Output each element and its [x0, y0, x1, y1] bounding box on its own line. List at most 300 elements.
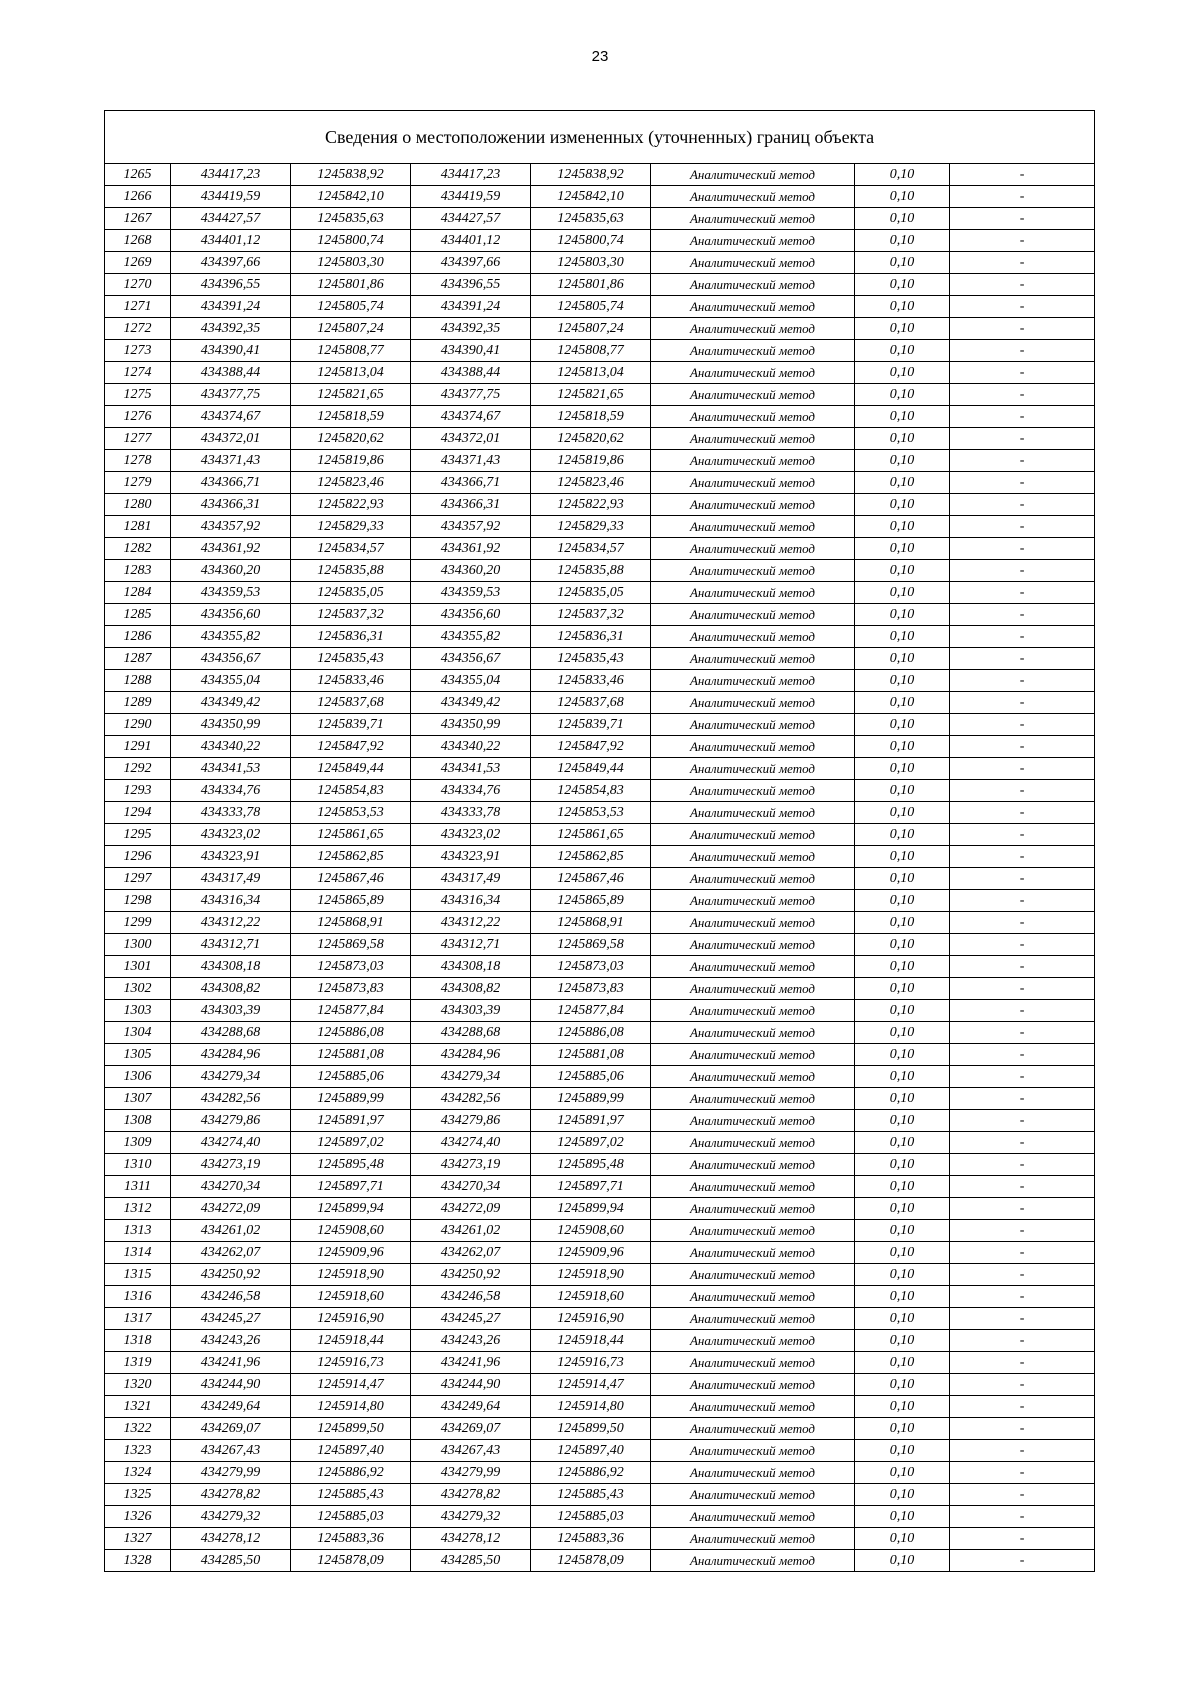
y-new-cell: 1245886,92: [531, 1462, 651, 1484]
point-number-cell: 1288: [105, 670, 171, 692]
x-new-cell: 434243,26: [411, 1330, 531, 1352]
x-existing-cell: 434279,99: [171, 1462, 291, 1484]
point-number-cell: 1289: [105, 692, 171, 714]
y-new-cell: 1245914,80: [531, 1396, 651, 1418]
y-new-cell: 1245836,31: [531, 626, 651, 648]
x-existing-cell: 434349,42: [171, 692, 291, 714]
point-number-cell: 1267: [105, 208, 171, 230]
y-new-cell: 1245916,90: [531, 1308, 651, 1330]
y-new-cell: 1245839,71: [531, 714, 651, 736]
table-row: [105, 384, 1095, 406]
note-cell: -: [950, 934, 1095, 956]
table-row: [105, 824, 1095, 846]
note-cell: -: [950, 1264, 1095, 1286]
accuracy-cell: 0,10: [855, 406, 950, 428]
y-new-cell: 1245847,92: [531, 736, 651, 758]
y-existing-cell: 1245914,47: [291, 1374, 411, 1396]
method-cell: Аналитический метод: [651, 582, 855, 604]
y-new-cell: 1245885,06: [531, 1066, 651, 1088]
y-existing-cell: 1245800,74: [291, 230, 411, 252]
x-new-cell: 434334,76: [411, 780, 531, 802]
y-existing-cell: 1245881,08: [291, 1044, 411, 1066]
point-number-cell: 1305: [105, 1044, 171, 1066]
note-cell: -: [950, 802, 1095, 824]
method-cell: Аналитический метод: [651, 384, 855, 406]
x-new-cell: 434303,39: [411, 1000, 531, 1022]
x-new-cell: 434372,01: [411, 428, 531, 450]
y-new-cell: 1245835,88: [531, 560, 651, 582]
x-new-cell: 434279,32: [411, 1506, 531, 1528]
point-number-cell: 1306: [105, 1066, 171, 1088]
x-existing-cell: 434356,67: [171, 648, 291, 670]
x-new-cell: 434377,75: [411, 384, 531, 406]
x-existing-cell: 434357,92: [171, 516, 291, 538]
point-number-cell: 1302: [105, 978, 171, 1000]
x-existing-cell: 434390,41: [171, 340, 291, 362]
accuracy-cell: 0,10: [855, 1242, 950, 1264]
note-cell: -: [950, 1484, 1095, 1506]
method-cell: Аналитический метод: [651, 296, 855, 318]
note-cell: -: [950, 1352, 1095, 1374]
x-existing-cell: 434360,20: [171, 560, 291, 582]
note-cell: -: [950, 1242, 1095, 1264]
x-new-cell: 434419,59: [411, 186, 531, 208]
method-cell: Аналитический метод: [651, 516, 855, 538]
x-existing-cell: 434350,99: [171, 714, 291, 736]
accuracy-cell: 0,10: [855, 494, 950, 516]
y-existing-cell: 1245885,43: [291, 1484, 411, 1506]
accuracy-cell: 0,10: [855, 1264, 950, 1286]
table-row: [105, 362, 1095, 384]
method-cell: Аналитический метод: [651, 890, 855, 912]
method-cell: Аналитический метод: [651, 1352, 855, 1374]
table-row: [105, 494, 1095, 516]
x-existing-cell: 434366,31: [171, 494, 291, 516]
note-cell: -: [950, 978, 1095, 1000]
note-cell: -: [950, 318, 1095, 340]
point-number-cell: 1300: [105, 934, 171, 956]
x-existing-cell: 434244,90: [171, 1374, 291, 1396]
y-new-cell: 1245807,24: [531, 318, 651, 340]
accuracy-cell: 0,10: [855, 274, 950, 296]
x-new-cell: 434279,99: [411, 1462, 531, 1484]
note-cell: -: [950, 494, 1095, 516]
accuracy-cell: 0,10: [855, 1550, 950, 1572]
table-row: [105, 670, 1095, 692]
method-cell: Аналитический метод: [651, 758, 855, 780]
y-new-cell: 1245877,84: [531, 1000, 651, 1022]
accuracy-cell: 0,10: [855, 1176, 950, 1198]
point-number-cell: 1319: [105, 1352, 171, 1374]
accuracy-cell: 0,10: [855, 384, 950, 406]
x-existing-cell: 434371,43: [171, 450, 291, 472]
table-row: [105, 736, 1095, 758]
y-existing-cell: 1245883,36: [291, 1528, 411, 1550]
method-cell: Аналитический метод: [651, 1506, 855, 1528]
note-cell: -: [950, 868, 1095, 890]
table-row: [105, 956, 1095, 978]
y-existing-cell: 1245842,10: [291, 186, 411, 208]
y-existing-cell: 1245886,08: [291, 1022, 411, 1044]
y-new-cell: 1245837,68: [531, 692, 651, 714]
table-row: [105, 1022, 1095, 1044]
point-number-cell: 1313: [105, 1220, 171, 1242]
x-existing-cell: 434241,96: [171, 1352, 291, 1374]
method-cell: Аналитический метод: [651, 362, 855, 384]
y-existing-cell: 1245899,50: [291, 1418, 411, 1440]
y-existing-cell: 1245837,68: [291, 692, 411, 714]
point-number-cell: 1307: [105, 1088, 171, 1110]
y-existing-cell: 1245822,93: [291, 494, 411, 516]
table-row: [105, 406, 1095, 428]
x-existing-cell: 434246,58: [171, 1286, 291, 1308]
x-new-cell: 434267,43: [411, 1440, 531, 1462]
note-cell: -: [950, 340, 1095, 362]
x-existing-cell: 434323,02: [171, 824, 291, 846]
method-cell: Аналитический метод: [651, 538, 855, 560]
point-number-cell: 1323: [105, 1440, 171, 1462]
accuracy-cell: 0,10: [855, 1440, 950, 1462]
method-cell: Аналитический метод: [651, 648, 855, 670]
y-existing-cell: 1245868,91: [291, 912, 411, 934]
y-existing-cell: 1245897,40: [291, 1440, 411, 1462]
table-row: [105, 1176, 1095, 1198]
x-existing-cell: 434274,40: [171, 1132, 291, 1154]
note-cell: -: [950, 692, 1095, 714]
y-new-cell: 1245849,44: [531, 758, 651, 780]
x-existing-cell: 434392,35: [171, 318, 291, 340]
table-row: [105, 626, 1095, 648]
y-existing-cell: 1245878,09: [291, 1550, 411, 1572]
x-new-cell: 434246,58: [411, 1286, 531, 1308]
y-new-cell: 1245829,33: [531, 516, 651, 538]
x-existing-cell: 434377,75: [171, 384, 291, 406]
point-number-cell: 1268: [105, 230, 171, 252]
note-cell: -: [950, 1308, 1095, 1330]
method-cell: Аналитический метод: [651, 1022, 855, 1044]
x-existing-cell: 434262,07: [171, 1242, 291, 1264]
x-new-cell: 434390,41: [411, 340, 531, 362]
method-cell: Аналитический метод: [651, 1308, 855, 1330]
point-number-cell: 1303: [105, 1000, 171, 1022]
note-cell: -: [950, 1440, 1095, 1462]
x-new-cell: 434323,91: [411, 846, 531, 868]
x-new-cell: 434401,12: [411, 230, 531, 252]
y-new-cell: 1245881,08: [531, 1044, 651, 1066]
note-cell: -: [950, 1044, 1095, 1066]
table-row: [105, 714, 1095, 736]
accuracy-cell: 0,10: [855, 362, 950, 384]
x-existing-cell: 434355,04: [171, 670, 291, 692]
table-row: [105, 1154, 1095, 1176]
note-cell: -: [950, 274, 1095, 296]
table-row: [105, 582, 1095, 604]
note-cell: -: [950, 1418, 1095, 1440]
method-cell: Аналитический метод: [651, 494, 855, 516]
table-row: [105, 1418, 1095, 1440]
note-cell: -: [950, 648, 1095, 670]
point-number-cell: 1295: [105, 824, 171, 846]
y-existing-cell: 1245829,33: [291, 516, 411, 538]
x-existing-cell: 434372,01: [171, 428, 291, 450]
method-cell: Аналитический метод: [651, 934, 855, 956]
x-existing-cell: 434359,53: [171, 582, 291, 604]
y-new-cell: 1245805,74: [531, 296, 651, 318]
note-cell: -: [950, 1000, 1095, 1022]
method-cell: Аналитический метод: [651, 274, 855, 296]
x-new-cell: 434288,68: [411, 1022, 531, 1044]
note-cell: -: [950, 1286, 1095, 1308]
method-cell: Аналитический метод: [651, 1220, 855, 1242]
y-new-cell: 1245878,09: [531, 1550, 651, 1572]
x-existing-cell: 434333,78: [171, 802, 291, 824]
note-cell: -: [950, 406, 1095, 428]
note-cell: -: [950, 780, 1095, 802]
y-new-cell: 1245885,03: [531, 1506, 651, 1528]
y-existing-cell: 1245909,96: [291, 1242, 411, 1264]
note-cell: -: [950, 362, 1095, 384]
y-existing-cell: 1245818,59: [291, 406, 411, 428]
y-existing-cell: 1245889,99: [291, 1088, 411, 1110]
x-existing-cell: 434340,22: [171, 736, 291, 758]
accuracy-cell: 0,10: [855, 824, 950, 846]
accuracy-cell: 0,10: [855, 450, 950, 472]
method-cell: Аналитический метод: [651, 318, 855, 340]
accuracy-cell: 0,10: [855, 692, 950, 714]
method-cell: Аналитический метод: [651, 1066, 855, 1088]
table-row: [105, 1044, 1095, 1066]
point-number-cell: 1278: [105, 450, 171, 472]
x-existing-cell: 434312,22: [171, 912, 291, 934]
accuracy-cell: 0,10: [855, 582, 950, 604]
point-number-cell: 1304: [105, 1022, 171, 1044]
point-number-cell: 1322: [105, 1418, 171, 1440]
y-new-cell: 1245837,32: [531, 604, 651, 626]
accuracy-cell: 0,10: [855, 956, 950, 978]
table-row: [105, 1264, 1095, 1286]
y-new-cell: 1245883,36: [531, 1528, 651, 1550]
y-existing-cell: 1245833,46: [291, 670, 411, 692]
method-cell: Аналитический метод: [651, 802, 855, 824]
method-cell: Аналитический метод: [651, 1418, 855, 1440]
method-cell: Аналитический метод: [651, 1264, 855, 1286]
note-cell: -: [950, 714, 1095, 736]
y-existing-cell: 1245877,84: [291, 1000, 411, 1022]
accuracy-cell: 0,10: [855, 890, 950, 912]
x-existing-cell: 434269,07: [171, 1418, 291, 1440]
table-row: [105, 868, 1095, 890]
table-row: [105, 1506, 1095, 1528]
point-number-cell: 1292: [105, 758, 171, 780]
point-number-cell: 1298: [105, 890, 171, 912]
accuracy-cell: 0,10: [855, 230, 950, 252]
note-cell: -: [950, 1176, 1095, 1198]
y-new-cell: 1245862,85: [531, 846, 651, 868]
method-cell: Аналитический метод: [651, 186, 855, 208]
y-new-cell: 1245891,97: [531, 1110, 651, 1132]
x-existing-cell: 434279,86: [171, 1110, 291, 1132]
table-row: [105, 978, 1095, 1000]
point-number-cell: 1324: [105, 1462, 171, 1484]
point-number-cell: 1296: [105, 846, 171, 868]
point-number-cell: 1280: [105, 494, 171, 516]
note-cell: -: [950, 230, 1095, 252]
y-new-cell: 1245853,53: [531, 802, 651, 824]
y-existing-cell: 1245819,86: [291, 450, 411, 472]
accuracy-cell: 0,10: [855, 648, 950, 670]
table-row: [105, 274, 1095, 296]
y-existing-cell: 1245803,30: [291, 252, 411, 274]
x-new-cell: 434308,82: [411, 978, 531, 1000]
y-new-cell: 1245800,74: [531, 230, 651, 252]
x-existing-cell: 434250,92: [171, 1264, 291, 1286]
y-existing-cell: 1245916,90: [291, 1308, 411, 1330]
y-new-cell: 1245868,91: [531, 912, 651, 934]
x-new-cell: 434250,92: [411, 1264, 531, 1286]
y-new-cell: 1245834,57: [531, 538, 651, 560]
note-cell: -: [950, 736, 1095, 758]
y-new-cell: 1245854,83: [531, 780, 651, 802]
table-row: [105, 538, 1095, 560]
note-cell: -: [950, 1132, 1095, 1154]
table-row: [105, 186, 1095, 208]
method-cell: Аналитический метод: [651, 1198, 855, 1220]
method-cell: Аналитический метод: [651, 1550, 855, 1572]
y-new-cell: 1245873,83: [531, 978, 651, 1000]
y-existing-cell: 1245869,58: [291, 934, 411, 956]
method-cell: Аналитический метод: [651, 1088, 855, 1110]
x-new-cell: 434417,23: [411, 164, 531, 186]
method-cell: Аналитический метод: [651, 252, 855, 274]
method-cell: Аналитический метод: [651, 1528, 855, 1550]
x-new-cell: 434261,02: [411, 1220, 531, 1242]
y-new-cell: 1245886,08: [531, 1022, 651, 1044]
accuracy-cell: 0,10: [855, 1528, 950, 1550]
note-cell: -: [950, 604, 1095, 626]
x-existing-cell: 434273,19: [171, 1154, 291, 1176]
y-new-cell: 1245908,60: [531, 1220, 651, 1242]
x-new-cell: 434356,60: [411, 604, 531, 626]
note-cell: -: [950, 890, 1095, 912]
x-new-cell: 434249,64: [411, 1396, 531, 1418]
accuracy-cell: 0,10: [855, 1022, 950, 1044]
table-row: [105, 1440, 1095, 1462]
x-existing-cell: 434267,43: [171, 1440, 291, 1462]
x-new-cell: 434360,20: [411, 560, 531, 582]
y-existing-cell: 1245899,94: [291, 1198, 411, 1220]
method-cell: Аналитический метод: [651, 1374, 855, 1396]
x-new-cell: 434270,34: [411, 1176, 531, 1198]
table-row: [105, 1242, 1095, 1264]
x-existing-cell: 434397,66: [171, 252, 291, 274]
y-existing-cell: 1245916,73: [291, 1352, 411, 1374]
y-new-cell: 1245823,46: [531, 472, 651, 494]
method-cell: Аналитический метод: [651, 780, 855, 802]
accuracy-cell: 0,10: [855, 1484, 950, 1506]
table-row: [105, 1220, 1095, 1242]
y-existing-cell: 1245895,48: [291, 1154, 411, 1176]
note-cell: -: [950, 208, 1095, 230]
note-cell: -: [950, 1506, 1095, 1528]
accuracy-cell: 0,10: [855, 1066, 950, 1088]
y-new-cell: 1245813,04: [531, 362, 651, 384]
method-cell: Аналитический метод: [651, 1396, 855, 1418]
x-existing-cell: 434427,57: [171, 208, 291, 230]
x-new-cell: 434269,07: [411, 1418, 531, 1440]
point-number-cell: 1266: [105, 186, 171, 208]
point-number-cell: 1325: [105, 1484, 171, 1506]
x-new-cell: 434374,67: [411, 406, 531, 428]
x-existing-cell: 434317,49: [171, 868, 291, 890]
note-cell: -: [950, 1550, 1095, 1572]
y-existing-cell: 1245834,57: [291, 538, 411, 560]
y-existing-cell: 1245897,02: [291, 1132, 411, 1154]
note-cell: -: [950, 1198, 1095, 1220]
y-new-cell: 1245801,86: [531, 274, 651, 296]
note-cell: -: [950, 1528, 1095, 1550]
accuracy-cell: 0,10: [855, 1198, 950, 1220]
accuracy-cell: 0,10: [855, 1044, 950, 1066]
point-number-cell: 1316: [105, 1286, 171, 1308]
point-number-cell: 1279: [105, 472, 171, 494]
x-new-cell: 434397,66: [411, 252, 531, 274]
x-new-cell: 434272,09: [411, 1198, 531, 1220]
point-number-cell: 1308: [105, 1110, 171, 1132]
y-existing-cell: 1245837,32: [291, 604, 411, 626]
x-new-cell: 434278,82: [411, 1484, 531, 1506]
y-new-cell: 1245918,60: [531, 1286, 651, 1308]
x-existing-cell: 434388,44: [171, 362, 291, 384]
y-new-cell: 1245914,47: [531, 1374, 651, 1396]
x-new-cell: 434355,82: [411, 626, 531, 648]
method-cell: Аналитический метод: [651, 714, 855, 736]
table-title-row: [105, 111, 1095, 164]
accuracy-cell: 0,10: [855, 780, 950, 802]
x-new-cell: 434366,31: [411, 494, 531, 516]
table-row: [105, 758, 1095, 780]
x-new-cell: 434350,99: [411, 714, 531, 736]
x-existing-cell: 434341,53: [171, 758, 291, 780]
method-cell: Аналитический метод: [651, 1286, 855, 1308]
y-new-cell: 1245820,62: [531, 428, 651, 450]
table-row: [105, 890, 1095, 912]
method-cell: Аналитический метод: [651, 1330, 855, 1352]
point-number-cell: 1265: [105, 164, 171, 186]
point-number-cell: 1269: [105, 252, 171, 274]
method-cell: Аналитический метод: [651, 1176, 855, 1198]
accuracy-cell: 0,10: [855, 978, 950, 1000]
accuracy-cell: 0,10: [855, 340, 950, 362]
x-new-cell: 434308,18: [411, 956, 531, 978]
x-new-cell: 434391,24: [411, 296, 531, 318]
x-existing-cell: 434374,67: [171, 406, 291, 428]
note-cell: -: [950, 1396, 1095, 1418]
y-existing-cell: 1245885,03: [291, 1506, 411, 1528]
x-existing-cell: 434308,18: [171, 956, 291, 978]
y-existing-cell: 1245821,65: [291, 384, 411, 406]
table-row: [105, 1330, 1095, 1352]
table-row: [105, 912, 1095, 934]
y-existing-cell: 1245918,60: [291, 1286, 411, 1308]
y-new-cell: 1245803,30: [531, 252, 651, 274]
note-cell: -: [950, 384, 1095, 406]
y-new-cell: 1245865,89: [531, 890, 651, 912]
x-existing-cell: 434249,64: [171, 1396, 291, 1418]
y-existing-cell: 1245897,71: [291, 1176, 411, 1198]
point-number-cell: 1320: [105, 1374, 171, 1396]
table-row: [105, 164, 1095, 186]
y-existing-cell: 1245849,44: [291, 758, 411, 780]
